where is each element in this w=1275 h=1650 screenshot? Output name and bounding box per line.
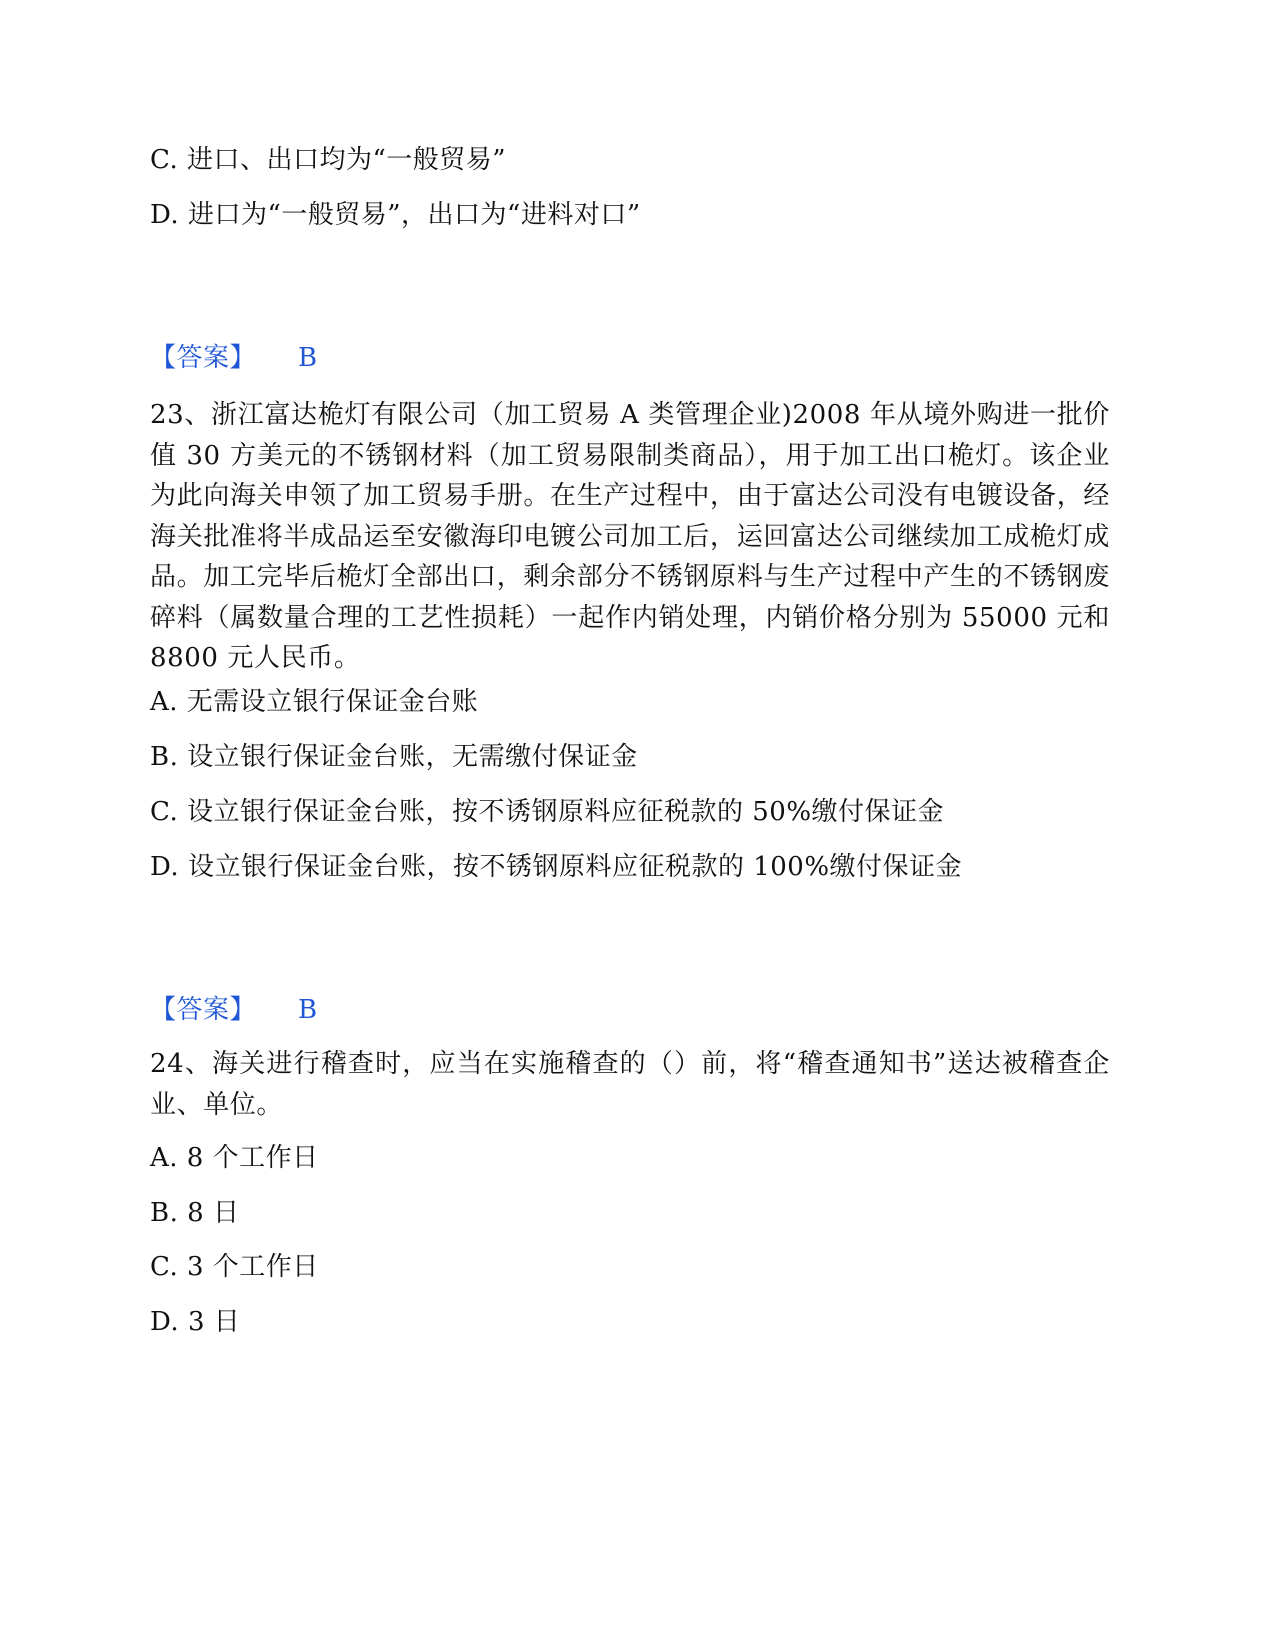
q22-answer-label: 【答案】	[150, 343, 257, 373]
q23-option-b: B. 设立银行保证金台账，无需缴付保证金	[150, 742, 638, 772]
q22-answer-value: B	[298, 343, 318, 373]
q24-option-b: B. 8 日	[150, 1198, 240, 1228]
q23-answer-label: 【答案】	[150, 995, 257, 1025]
q23-answer	[150, 990, 318, 1030]
q22-option-c: C. 进口、出口均为“一般贸易”	[150, 145, 507, 175]
q23-question: 23、浙江富达桅灯有限公司（加工贸易 A 类管理企业)2008 年从境外购进一批价值 30 方美元的不锈钢材料（加工贸易限制类商品），用于加工出口桅灯。该企业为此向海关申领了加工贸易手册。在生产过程中，由于富达公司没有电镀设备，经海关批准将半成品运至安徽海印电镀公司加工后，运回富达公司继续加工成桅灯成品。加工完毕后桅灯全部出口，剩余部分不锈钢原料与生产过程中产生的不锈钢废碎料（属数量合理的工艺性损耗）一起作内销处理，内销价格分别为 55000 元和 8800 元人民币。	[150, 400, 1110, 673]
q22-answer	[150, 338, 318, 378]
q23-option-d: D. 设立银行保证金台账，按不锈钢原料应征税款的 100%缴付保证金	[150, 852, 963, 882]
q23-option-c: C. 设立银行保证金台账，按不诱钢原料应征税款的 50%缴付保证金	[150, 797, 945, 827]
q22-option-d: D. 进口为“一般贸易”，出口为“进料对口”	[150, 200, 641, 230]
q24-question: 24、海关进行稽查时，应当在实施稽查的（）前，将“稽查通知书”送达被稽查企业、单位。	[150, 1049, 1110, 1120]
q24-option-a: A. 8 个工作日	[150, 1143, 319, 1173]
q24-option-d: D. 3 日	[150, 1307, 241, 1337]
q23-answer-value: B	[298, 995, 318, 1025]
q24-option-c: C. 3 个工作日	[150, 1252, 319, 1282]
q23-option-a: A. 无需设立银行保证金台账	[150, 687, 479, 717]
